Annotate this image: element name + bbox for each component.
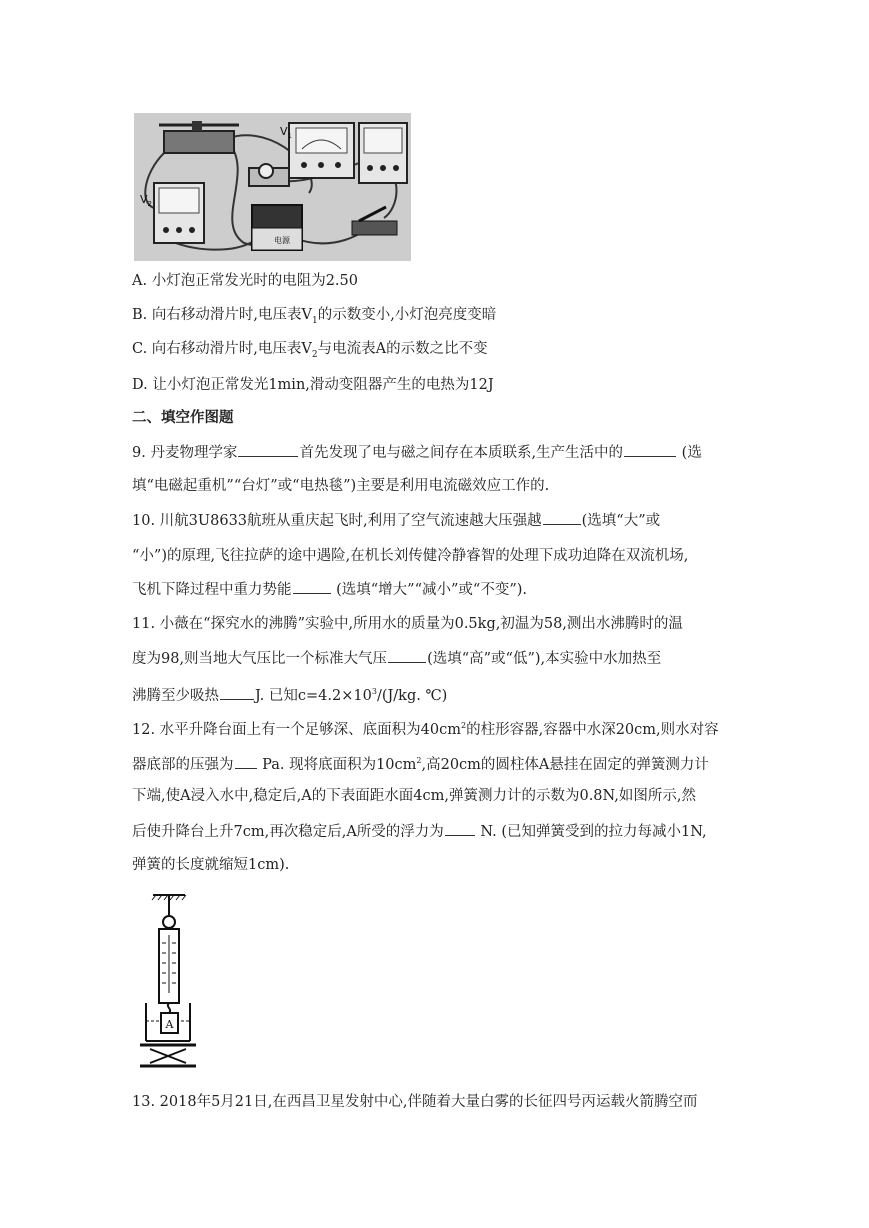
answer-blank	[235, 754, 257, 769]
question-12-line-4: 后使升降台上升7cm,再次稳定后,A所受的浮力为 N. (已知弹簧受到的拉力每减小1N,	[132, 821, 707, 842]
answer-blank	[220, 685, 254, 700]
question-11-line-1: 11. 小薇在“探究水的沸腾”实验中,所用水的质量为0.5kg,初温为58,测出水沸腾时的温	[132, 616, 683, 632]
question-10-line-1: 10. 川航3U8633航班从重庆起飞时,利用了空气流速越大压强越 (选填“大”或	[132, 510, 660, 531]
power-label: 电源	[274, 236, 290, 245]
v1-label: $V_1$	[280, 125, 292, 140]
v2-label: $V_2$	[140, 193, 152, 208]
answer-blank	[624, 442, 676, 457]
answer-blank	[293, 579, 331, 594]
answer-blank	[543, 510, 581, 525]
question-11-line-3: 沸腾至少吸热 J. 已知$c=4.2\times 10^3/(J/kg$. ℃)	[132, 682, 447, 706]
option-d: D. 让小灯泡正常发光1min,滑动变阻器产生的电热为12J	[132, 377, 494, 393]
section-title: 二、填空作图题	[132, 410, 234, 426]
question-9-line-2: 填“电磁起重机”“台灯”或“电热毯”)主要是利用电流磁效应工作的.	[132, 478, 550, 494]
circuit-diagram	[134, 113, 411, 261]
question-12-line-3: 下端,使A浸入水中,稳定后,A的下表面距水面4cm,弹簧测力计的示数为0.8N,如图所示,然	[132, 788, 697, 804]
answer-blank	[388, 648, 426, 663]
option-b: B. 向右移动滑片时,电压表$V_1$的示数变小,小灯泡亮度变暗	[132, 307, 497, 326]
question-9-line-1: 9. 丹麦物理学家 首先发现了电与磁之间存在本质联系,生产生活中的 (选	[132, 442, 702, 463]
question-10-line-3: 飞机下降过程中重力势能 (选填“增大”“减小”或“不变”).	[132, 579, 527, 600]
option-a: A. 小灯泡正常发光时的电阻为2.50	[132, 273, 358, 289]
question-12-line-2: 器底部的压强为 Pa. 现将底面积为$10cm^2$,高20cm的圆柱体A悬挂在固定的弹簧测力计	[132, 751, 709, 775]
spring-scale-figure	[138, 893, 198, 1071]
question-12-line-1: 12. 水平升降台面上有一个足够深、底面积为$40cm^2$的柱形容器,容器中水深20cm,则水对容	[132, 721, 719, 738]
question-11-line-2: 度为98,则当地大气压比一个标准大气压 (选填“高”或“低”),本实验中水加热至	[132, 648, 661, 669]
circuit-photo	[134, 113, 411, 261]
question-12-line-5: 弹簧的长度就缩短1cm).	[132, 857, 290, 873]
answer-blank	[238, 442, 298, 457]
answer-blank	[445, 821, 475, 836]
cylinder-a-label: A	[165, 1018, 174, 1031]
spring-scale-diagram	[138, 893, 198, 1071]
option-c: C. 向右移动滑片时,电压表$V_2$与电流表A的示数之比不变	[132, 341, 488, 360]
question-10-line-2: “小”)的原理,飞往拉萨的途中遇险,在机长刘传健冷静睿智的处理下成功迫降在双流机场,	[132, 548, 689, 564]
question-13-line-1: 13. 2018年5月21日,在西昌卫星发射中心,伴随着大量白雾的长征四号丙运载火箭腾空而	[132, 1094, 698, 1110]
